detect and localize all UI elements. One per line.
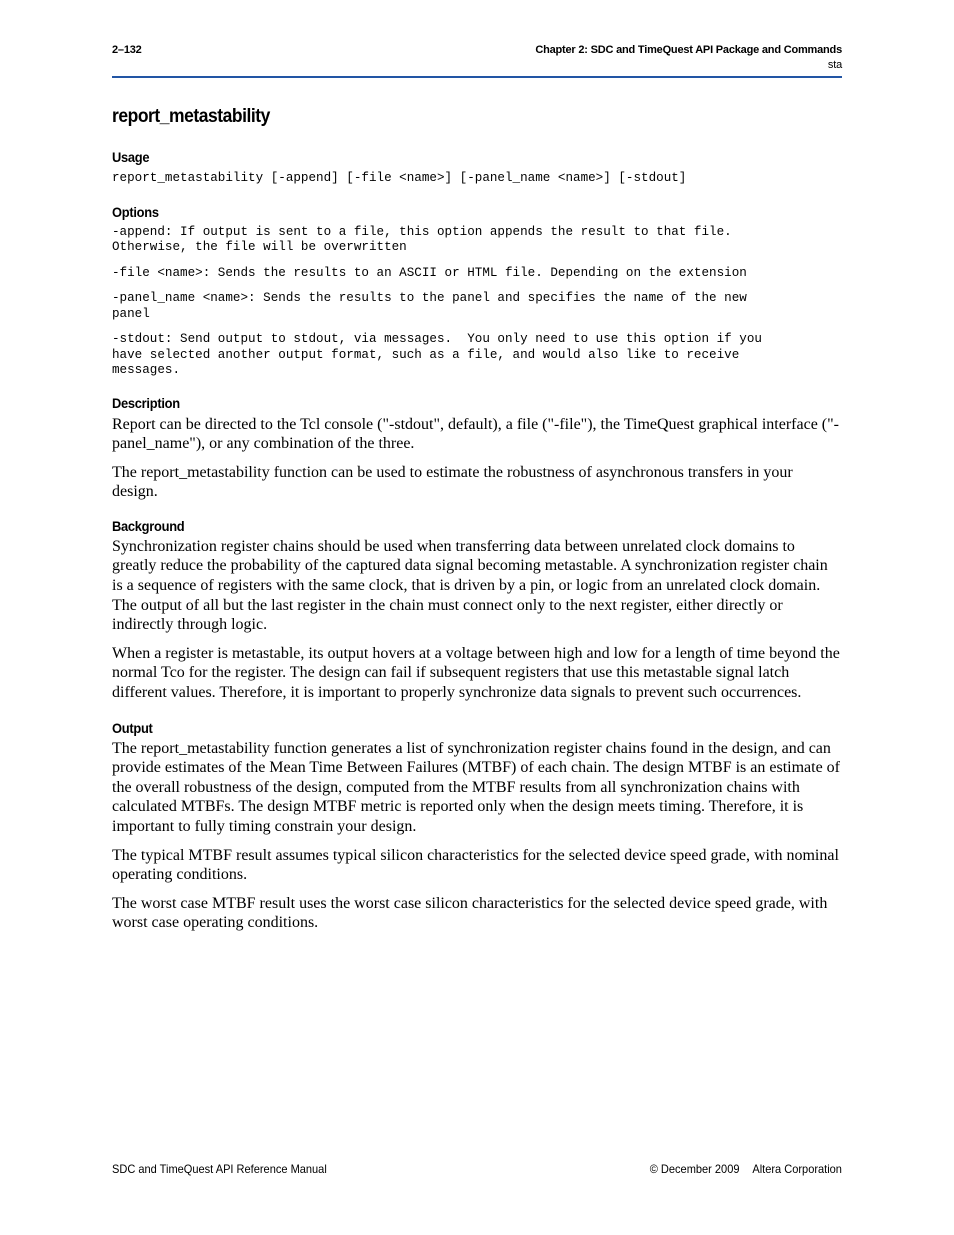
output-heading: Output <box>112 719 153 736</box>
option-stdout: -stdout: Send output to stdout, via messages. You only need to use this option if you have selected another output format, such as a file, and would also like to receive messages. <box>112 332 762 377</box>
footer-company: Altera Corporation <box>752 1162 842 1176</box>
option-panel-name: -panel_name <name>: Sends the results to the panel and specifies the name of the new panel <box>112 291 747 321</box>
page <box>112 40 842 933</box>
output-paragraph: The worst case MTBF result uses the worst case silicon characteristics for the selected device speed grade, with worst case operating conditions. <box>112 894 828 932</box>
footer-date: © December 2009 <box>649 1162 740 1176</box>
section-label: sta <box>827 59 842 71</box>
chapter-title: Chapter 2: SDC and TimeQuest API Package and Commands <box>535 44 842 56</box>
background-heading: Background <box>112 517 185 534</box>
header-rule <box>112 76 842 78</box>
output-paragraph: The report_metastability function generates a list of synchronization register chains found in the design, and can provide estimates of the Mean Time Between Failures (MTBF) of each chain. The design MTBF is an estimate of the overall robustness of the design, computed from the MTBF results from all synchronization chains with calculated MTBFs. The design MTBF metric is reported only when the design meets timing. Therefore, it is important to fully timing constrain your design. <box>112 739 841 835</box>
description-heading: Description <box>112 394 180 411</box>
description-paragraph: The report_metastability function can be used to estimate the robustness of asynchronous transfers in your design. <box>112 463 793 501</box>
background-paragraph: When a register is metastable, its output hovers at a voltage between high and low for a length of time beyond the normal Tco for the register. The design can fail if subsequent registers that use this metastable signal latch different values. Therefore, it is important to properly synchronize data signals to prevent such occurrences. <box>112 644 840 702</box>
page-title: report_metastability <box>112 106 270 127</box>
options-heading: Options <box>112 203 159 220</box>
footer-right <box>650 1162 842 1176</box>
output-paragraph: The typical MTBF result assumes typical silicon characteristics for the selected device speed grade, with nominal operating conditions. <box>112 846 839 884</box>
usage-heading: Usage <box>112 149 150 165</box>
usage-code: report_metastability [-append] [-file <name>] [-panel_name <name>] [-stdout] <box>112 171 687 185</box>
option-file: -file <name>: Sends the results to an ASCII or HTML file. Depending on the extension <box>112 265 747 280</box>
running-header <box>112 40 842 76</box>
description-paragraph: Report can be directed to the Tcl console ("-stdout", default), a file ("-file"), the TimeQuest graphical interface ("-panel_name"), or any combination of the three. <box>112 415 839 453</box>
page-number: 2–132 <box>112 44 142 56</box>
option-append: -append: If output is sent to a file, this option appends the result to that file. Otherwise, the file will be overwritten <box>112 224 732 254</box>
background-paragraph: Synchronization register chains should be used when transferring data between unrelated clock domains to greatly reduce the probability of the captured data signal becoming metastable. A synchronization register chain is a sequence of registers with the same clock, that is driven by a pin, or logic from an unrelated clock domain. The output of all but the last register in the chain must connect only to the next register, either directly or indirectly through logic. <box>112 537 828 634</box>
footer-manual-title: SDC and TimeQuest API Reference Manual <box>112 1162 327 1176</box>
